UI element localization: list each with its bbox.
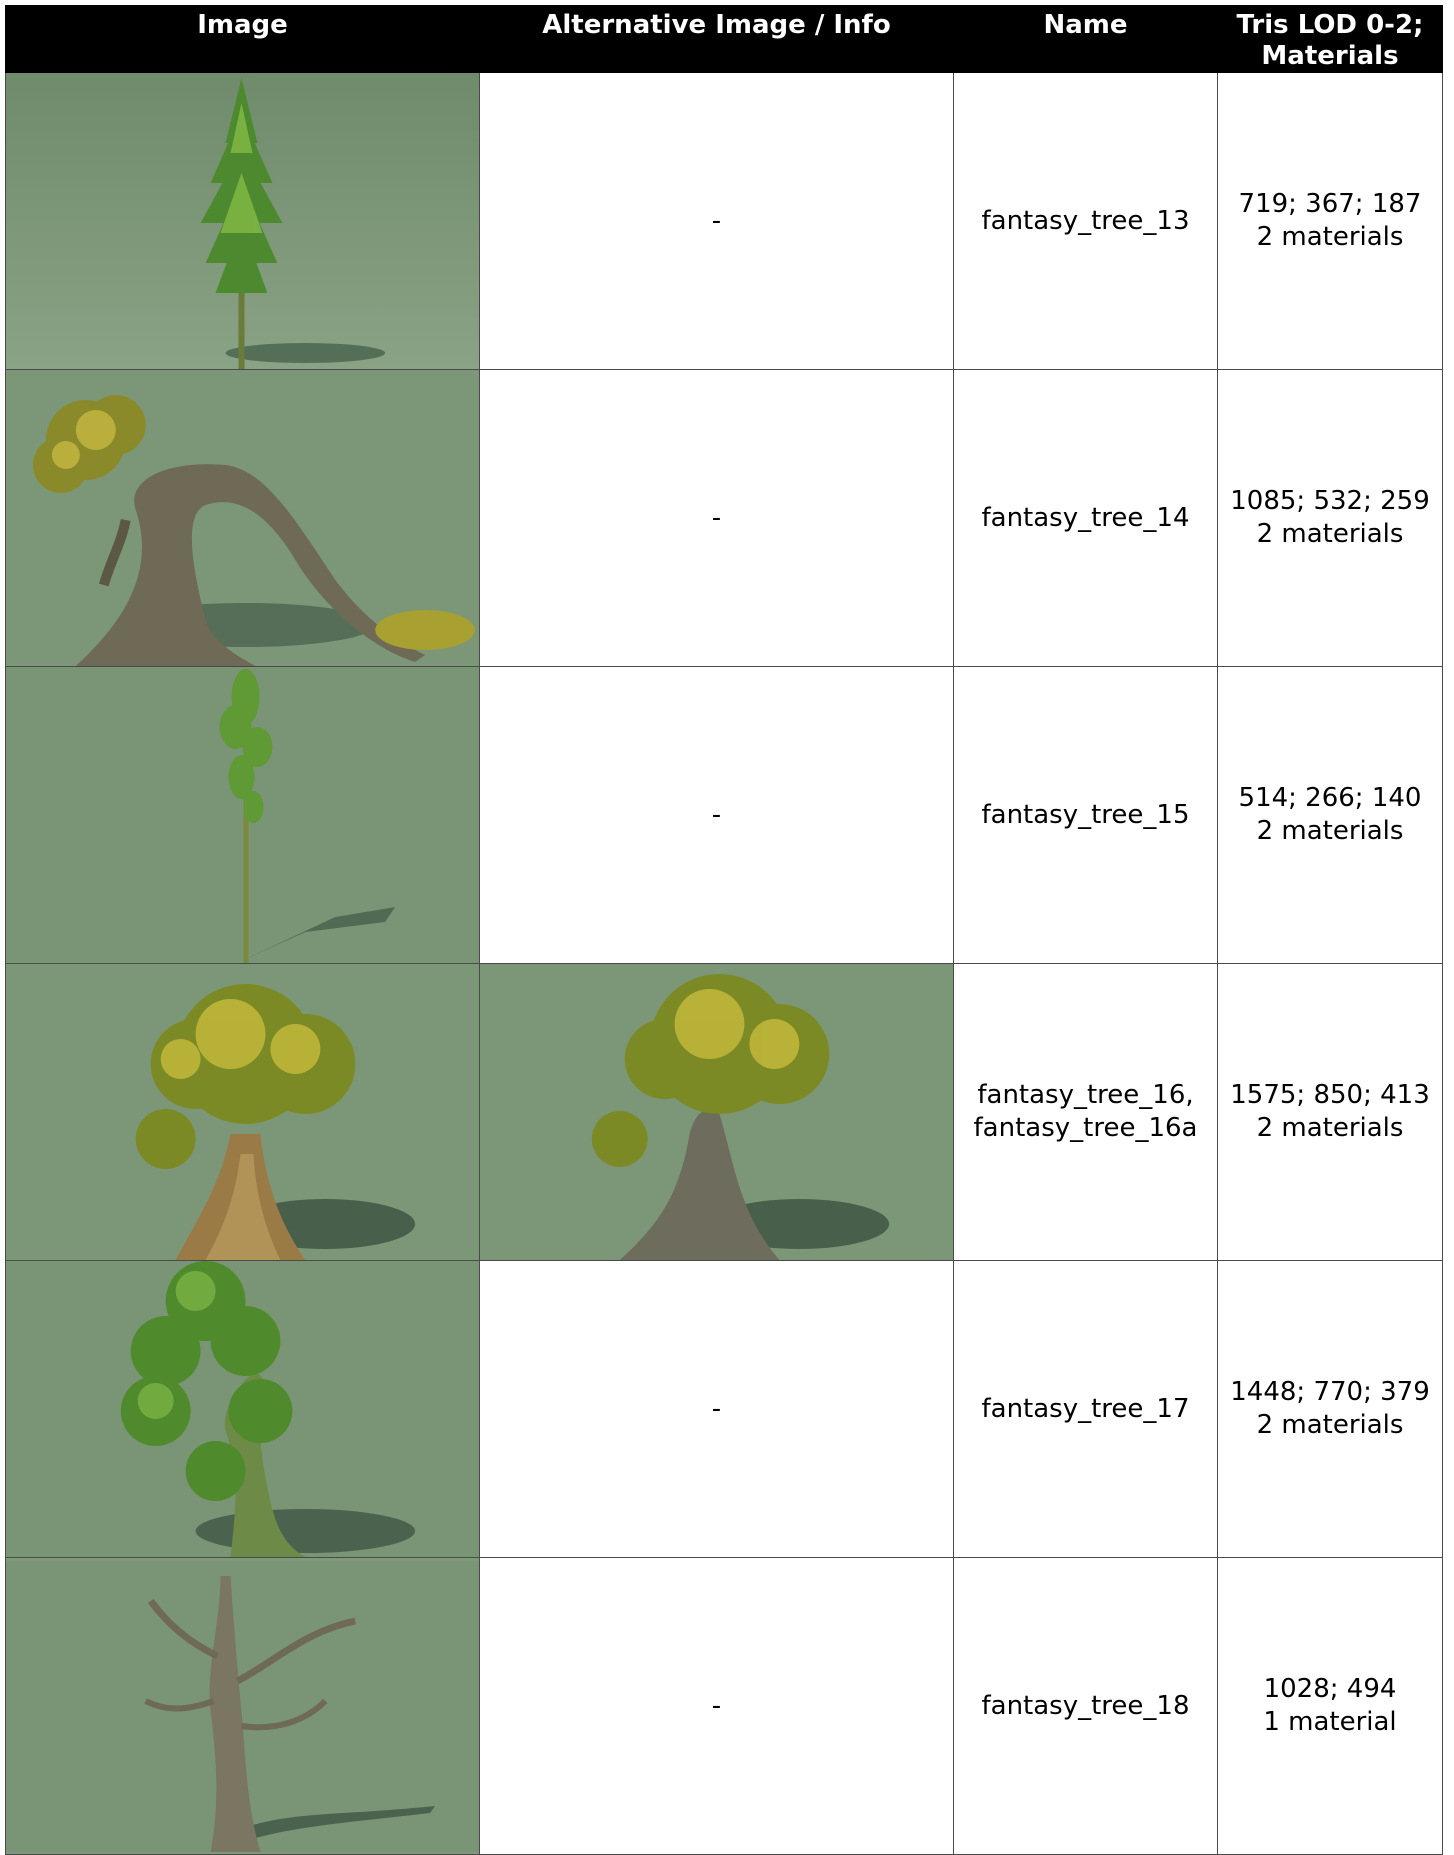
image-cell xyxy=(6,1261,480,1558)
table-row xyxy=(6,370,1443,667)
alt-info-cell: - xyxy=(480,1261,954,1558)
material-count: 2 materials xyxy=(1256,222,1404,252)
image-cell xyxy=(6,73,480,370)
material-count: 2 materials xyxy=(1256,519,1404,549)
alt-info-cell: - xyxy=(480,73,954,370)
alt-info-cell: - xyxy=(480,1558,954,1855)
header-tris-materials xyxy=(1218,6,1443,73)
alt-image-cell xyxy=(480,964,954,1261)
asset-name: fantasy_tree_16, xyxy=(977,1080,1194,1110)
table-row xyxy=(6,964,1443,1261)
header-tris-line: Tris LOD 0-2; xyxy=(1236,10,1424,40)
tris-cell xyxy=(1218,667,1443,964)
table-row xyxy=(6,1558,1443,1855)
image-cell xyxy=(6,964,480,1261)
name-cell xyxy=(954,1261,1218,1558)
alt-info-cell: - xyxy=(480,667,954,964)
tris-cell xyxy=(1218,73,1443,370)
asset-name: fantasy_tree_17 xyxy=(981,1393,1190,1424)
tris-counts: 514; 266; 140 xyxy=(1238,783,1422,813)
name-cell xyxy=(954,667,1218,964)
tris-counts: 1028; 494 xyxy=(1263,1674,1397,1704)
name-cell xyxy=(954,73,1218,370)
material-count: 1 material xyxy=(1263,1707,1397,1737)
tree-render-image xyxy=(6,73,479,369)
header-image: Image xyxy=(6,6,480,73)
asset-name: fantasy_tree_18 xyxy=(981,1690,1190,1721)
asset-name: fantasy_tree_15 xyxy=(981,799,1190,830)
image-cell xyxy=(6,370,480,667)
tree-render-image xyxy=(6,1261,479,1557)
tree-render-image xyxy=(6,370,479,666)
tris-counts: 1448; 770; 379 xyxy=(1230,1377,1430,1407)
image-cell xyxy=(6,667,480,964)
header-name: Name xyxy=(954,6,1218,73)
table-row xyxy=(6,1261,1443,1558)
header-row xyxy=(6,6,1443,73)
material-count: 2 materials xyxy=(1256,1113,1404,1143)
tris-counts: 1575; 850; 413 xyxy=(1230,1080,1430,1110)
asset-name: fantasy_tree_14 xyxy=(981,502,1190,533)
name-cell xyxy=(954,964,1218,1261)
tris-cell xyxy=(1218,1558,1443,1855)
image-cell xyxy=(6,1558,480,1855)
tree-render-image xyxy=(6,667,479,963)
material-count: 2 materials xyxy=(1256,816,1404,846)
material-count: 2 materials xyxy=(1256,1410,1404,1440)
header-alternative-image-info: Alternative Image / Info xyxy=(480,6,954,73)
table-row xyxy=(6,73,1443,370)
table-row xyxy=(6,667,1443,964)
tris-cell xyxy=(1218,1261,1443,1558)
asset-name-alt: fantasy_tree_16a xyxy=(973,1113,1198,1143)
tris-cell xyxy=(1218,370,1443,667)
name-cell xyxy=(954,370,1218,667)
tris-counts: 1085; 532; 259 xyxy=(1230,486,1430,516)
asset-table xyxy=(5,5,1443,1855)
tris-cell xyxy=(1218,964,1443,1261)
header-materials-line: Materials xyxy=(1261,41,1399,71)
tree-render-image xyxy=(6,964,479,1260)
name-cell xyxy=(954,1558,1218,1855)
alt-info-cell: - xyxy=(480,370,954,667)
asset-name: fantasy_tree_13 xyxy=(981,205,1190,236)
tris-counts: 719; 367; 187 xyxy=(1238,189,1422,219)
tree-render-alt-image xyxy=(480,964,953,1260)
tree-render-image xyxy=(6,1561,479,1852)
